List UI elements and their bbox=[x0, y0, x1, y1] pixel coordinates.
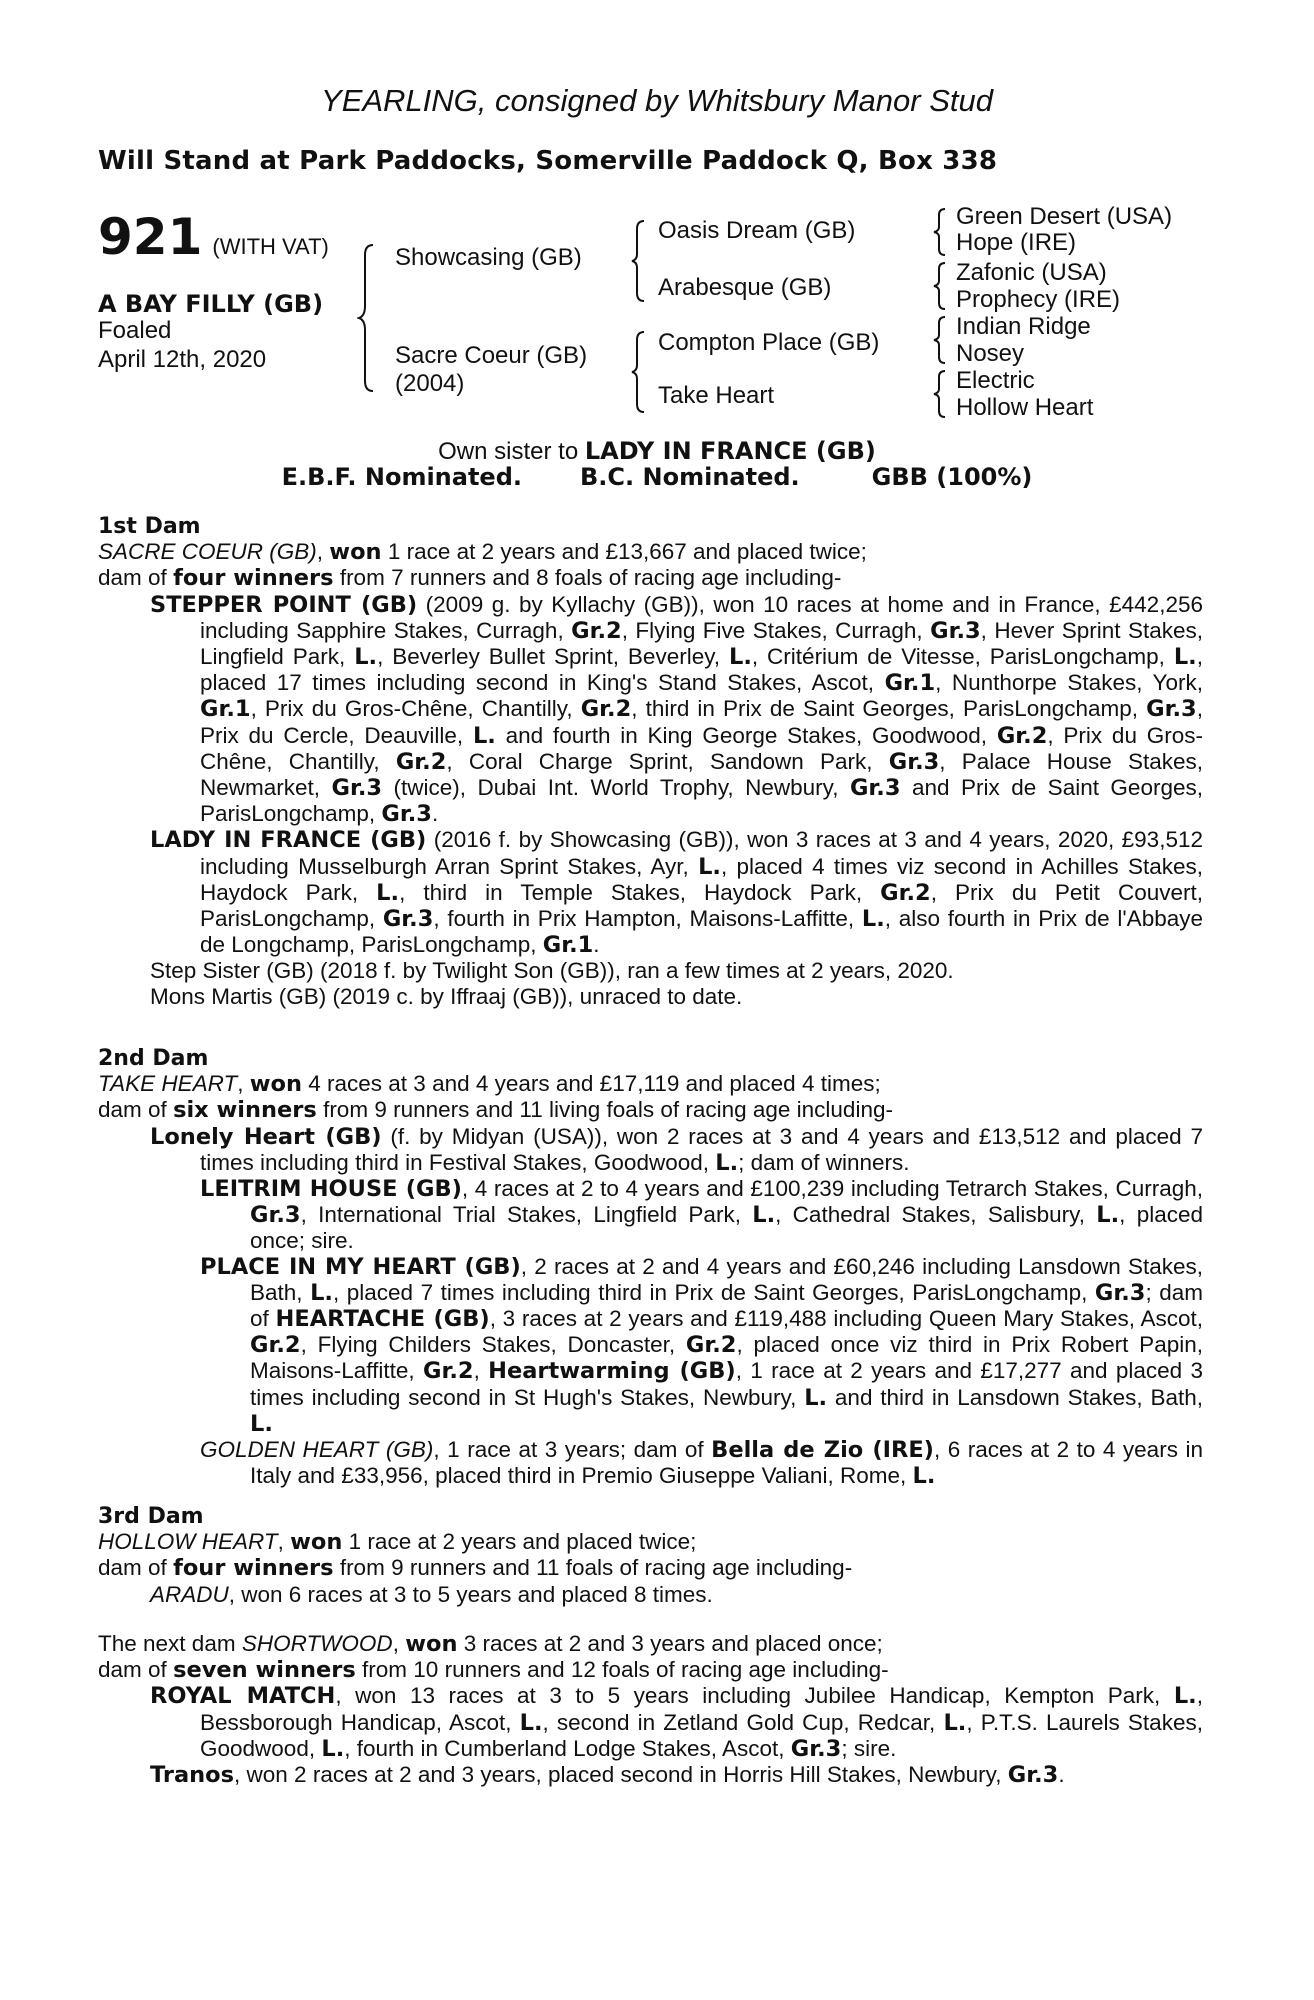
progeny-name: LADY IN FRANCE (GB) bbox=[150, 827, 427, 854]
pedigree-brace-dam bbox=[630, 330, 650, 414]
ebf-nomination: E.B.F. Nominated. bbox=[281, 463, 523, 491]
sire: Showcasing (GB) bbox=[395, 244, 582, 271]
stand-location: Will Stand at Park Paddocks, Somerville Paddock Q, Box 338 bbox=[98, 146, 998, 176]
progeny-name: Tranos bbox=[150, 1762, 235, 1789]
ggp-3: Zafonic (USA) bbox=[956, 259, 1107, 286]
progeny-entry: GOLDEN HEART (GB), 1 race at 3 years; dam of Bella de Zio (IRE), 6 races at 2 to 4 years in Italy and £33,956, placed third in Premio Giuseppe Valiani, Rome, L. bbox=[200, 1437, 1203, 1490]
second-dam-section bbox=[98, 1046, 1203, 1489]
produce-summary: dam of four winners from 9 runners and 11 foals of racing age including- bbox=[98, 1555, 853, 1582]
section-heading: 2nd Dam bbox=[98, 1046, 209, 1071]
ggp-4: Prophecy (IRE) bbox=[956, 286, 1121, 313]
ggp-5: Indian Ridge bbox=[956, 313, 1091, 340]
dam-sire: Compton Place (GB) bbox=[658, 329, 880, 356]
dam-record: SACRE COEUR (GB), won 1 race at 2 years and £13,667 and placed twice; bbox=[98, 539, 867, 566]
progeny-entry: ROYAL MATCH, won 13 races at 3 to 5 years including Jubilee Handicap, Kempton Park, L., Bessborough Handicap, Ascot, L., second in Zetland Gold Cup, Redcar, L., P.T.S. Laurels Stakes, Goodwood, L., fourth in Cumberland Lodge Stakes, Ascot, Gr.3; sire. bbox=[150, 1683, 1203, 1762]
progeny-entry: LADY IN FRANCE (GB) (2016 f. by Showcasing (GB)), won 3 races at 3 and 4 years, 2020, £93,512 including Musselburgh Arran Sprint Stakes, Ayr, L., placed 4 times viz second in Achilles Stakes, Haydock Park, L., third in Temple Stakes, Haydock Park, Gr.2, Prix du Petit Couvert, ParisLongchamp, Gr.3, fourth in Prix Hampton, Maisons-Laffitte, L., also fourth in Prix de l'Abbaye de Longchamp, ParisLongchamp, Gr.1. bbox=[150, 827, 1203, 959]
section-heading: 1st Dam bbox=[98, 514, 201, 539]
dam-record: The next dam SHORTWOOD, won 3 races at 2 and 3 years and placed once; bbox=[98, 1631, 883, 1657]
dam-name: SACRE COEUR (GB) bbox=[98, 539, 317, 565]
produce-summary: dam of four winners from 7 runners and 8 foals of racing age including- bbox=[98, 565, 842, 592]
third-dam-section bbox=[98, 1504, 1203, 1607]
sire-sire: Oasis Dream (GB) bbox=[658, 217, 856, 244]
dam-name: HOLLOW HEART bbox=[98, 1529, 278, 1555]
produce-summary: dam of seven winners from 10 runners and 12 foals of racing age including- bbox=[98, 1657, 889, 1684]
foaled-label: Foaled bbox=[98, 317, 172, 344]
progeny-name: GOLDEN HEART (GB) bbox=[200, 1437, 434, 1463]
progeny-entry: Lonely Heart (GB) (f. by Midyan (USA)), won 2 races at 3 and 4 years and £13,512 and placed 7 times including third in Festival Stakes, Goodwood, L.; dam of winners. bbox=[150, 1123, 1203, 1176]
dam-year: (2004) bbox=[395, 370, 465, 397]
pedigree-brace-ggp3 bbox=[932, 315, 950, 365]
pedigree-brace-ggp2 bbox=[932, 261, 950, 311]
foaled-date: April 12th, 2020 bbox=[98, 346, 267, 373]
progeny-entry: LEITRIM HOUSE (GB), 4 races at 2 to 4 years and £100,239 including Tetrarch Stakes, Curragh, Gr.3, International Trial Stakes, Lingfield Park, L., Cathedral Stakes, Salisbury, L., placed once; sire. bbox=[200, 1176, 1203, 1254]
progeny-name: LEITRIM HOUSE (GB) bbox=[200, 1176, 462, 1203]
ggp-7: Electric bbox=[956, 367, 1035, 394]
progeny-name: STEPPER POINT (GB) bbox=[150, 591, 418, 618]
dam-record: HOLLOW HEART, won 1 race at 2 years and placed twice; bbox=[98, 1529, 697, 1556]
pedigree-brace-ggp1 bbox=[932, 207, 950, 257]
lot-name: A BAY FILLY (GB) bbox=[98, 290, 324, 318]
dam-name: SHORTWOOD bbox=[241, 1631, 393, 1656]
first-dam-section bbox=[98, 514, 1203, 1009]
section-heading: 3rd Dam bbox=[98, 1504, 204, 1529]
consignor-line: YEARLING, consigned by Whitsbury Manor Stud bbox=[321, 83, 993, 118]
dam-dam: Take Heart bbox=[658, 382, 775, 409]
own-sister-name: LADY IN FRANCE (GB) bbox=[584, 437, 876, 465]
foaled-info bbox=[98, 316, 266, 374]
progeny-entry: Mons Martis (GB) (2019 c. by Iffraaj (GB)), unraced to date. bbox=[150, 983, 743, 1009]
dam-record: TAKE HEART, won 4 races at 3 and 4 years and £17,119 and placed 4 times; bbox=[98, 1071, 881, 1098]
gbb-rating: GBB (100%) bbox=[871, 463, 1033, 491]
bc-nomination: B.C. Nominated. bbox=[580, 463, 800, 491]
progeny-entry: Tranos, won 2 races at 2 and 3 years, placed second in Horris Hill Stakes, Newbury, Gr.3. bbox=[150, 1762, 1065, 1789]
progeny-name: Lonely Heart (GB) bbox=[150, 1123, 382, 1150]
own-sister-line bbox=[0, 437, 1314, 466]
next-dam-section bbox=[98, 1631, 1203, 1788]
progeny-entry: ARADU, won 6 races at 3 to 5 years and placed 8 times. bbox=[150, 1581, 713, 1607]
pedigree-brace-sire bbox=[630, 219, 650, 303]
nominations-line bbox=[0, 463, 1314, 492]
dam: Sacre Coeur (GB) bbox=[395, 342, 588, 369]
pedigree-brace-main bbox=[357, 243, 379, 393]
progeny-name: ROYAL MATCH bbox=[150, 1683, 336, 1710]
ggp-2: Hope (IRE) bbox=[956, 229, 1077, 256]
dam-name: TAKE HEART bbox=[98, 1071, 238, 1097]
sire-dam: Arabesque (GB) bbox=[658, 274, 832, 301]
produce-summary: dam of six winners from 9 runners and 11 living foals of racing age including- bbox=[98, 1097, 893, 1124]
progeny-entry: Step Sister (GB) (2018 f. by Twilight Son (GB)), ran a few times at 2 years, 2020. bbox=[150, 958, 954, 984]
ggp-1: Green Desert (USA) bbox=[956, 203, 1173, 230]
progeny-entry: STEPPER POINT (GB) (2009 g. by Kyllachy (GB)), won 10 races at home and in France, £442,256 including Sapphire Stakes, Curragh, Gr.2, Flying Five Stakes, Curragh, Gr.3, Hever Sprint Stakes, Lingfield Park, L., Beverley Bullet Sprint, Beverley, L., Critérium de Vitesse, ParisLongchamp, L., placed 17 times including second in King's Stand Stakes, Ascot, Gr.1, Nunthorpe Stakes, York, Gr.1, Prix du Gros-Chêne, Chantilly, Gr.2, third in Prix de Saint Georges, ParisLongchamp, Gr.3, Prix du Cercle, Deauville, L. and fourth in King George Stakes, Goodwood, Gr.2, Prix du Gros-Chêne, Chantilly, Gr.2, Coral Charge Sprint, Sandown Park, Gr.3, Palace House Stakes, Newmarket, Gr.3 (twice), Dubai Int. World Trophy, Newbury, Gr.3 and Prix de Saint Georges, ParisLongchamp, Gr.3. bbox=[150, 591, 1203, 828]
own-sister-prefix: Own sister to bbox=[438, 438, 579, 465]
lot-number: 921 bbox=[98, 208, 203, 266]
pedigree-brace-ggp4 bbox=[932, 369, 950, 419]
progeny-entry: PLACE IN MY HEART (GB), 2 races at 2 and 4 years and £60,246 including Lansdown Stakes, Bath, L., placed 7 times including third in Prix de Saint Georges, ParisLongchamp, Gr.3; dam of HEARTACHE (GB), 3 races at 2 years and £119,488 including Queen Mary Stakes, Ascot, Gr.2, Flying Childers Stakes, Doncaster, Gr.2, placed once viz third in Prix Robert Papin, Maisons-Laffitte, Gr.2, Heartwarming (GB), 1 race at 2 years and £17,277 and placed 3 times including second in St Hugh's Stakes, Newbury, L. and third in Lansdown Stakes, Bath, L. bbox=[200, 1253, 1204, 1437]
lot-heading bbox=[98, 208, 329, 266]
progeny-name: ARADU bbox=[150, 1581, 229, 1607]
vat-note: (WITH VAT) bbox=[212, 234, 329, 259]
progeny-name: PLACE IN MY HEART (GB) bbox=[200, 1253, 521, 1280]
ggp-6: Nosey bbox=[956, 340, 1025, 367]
ggp-8: Hollow Heart bbox=[956, 394, 1094, 421]
